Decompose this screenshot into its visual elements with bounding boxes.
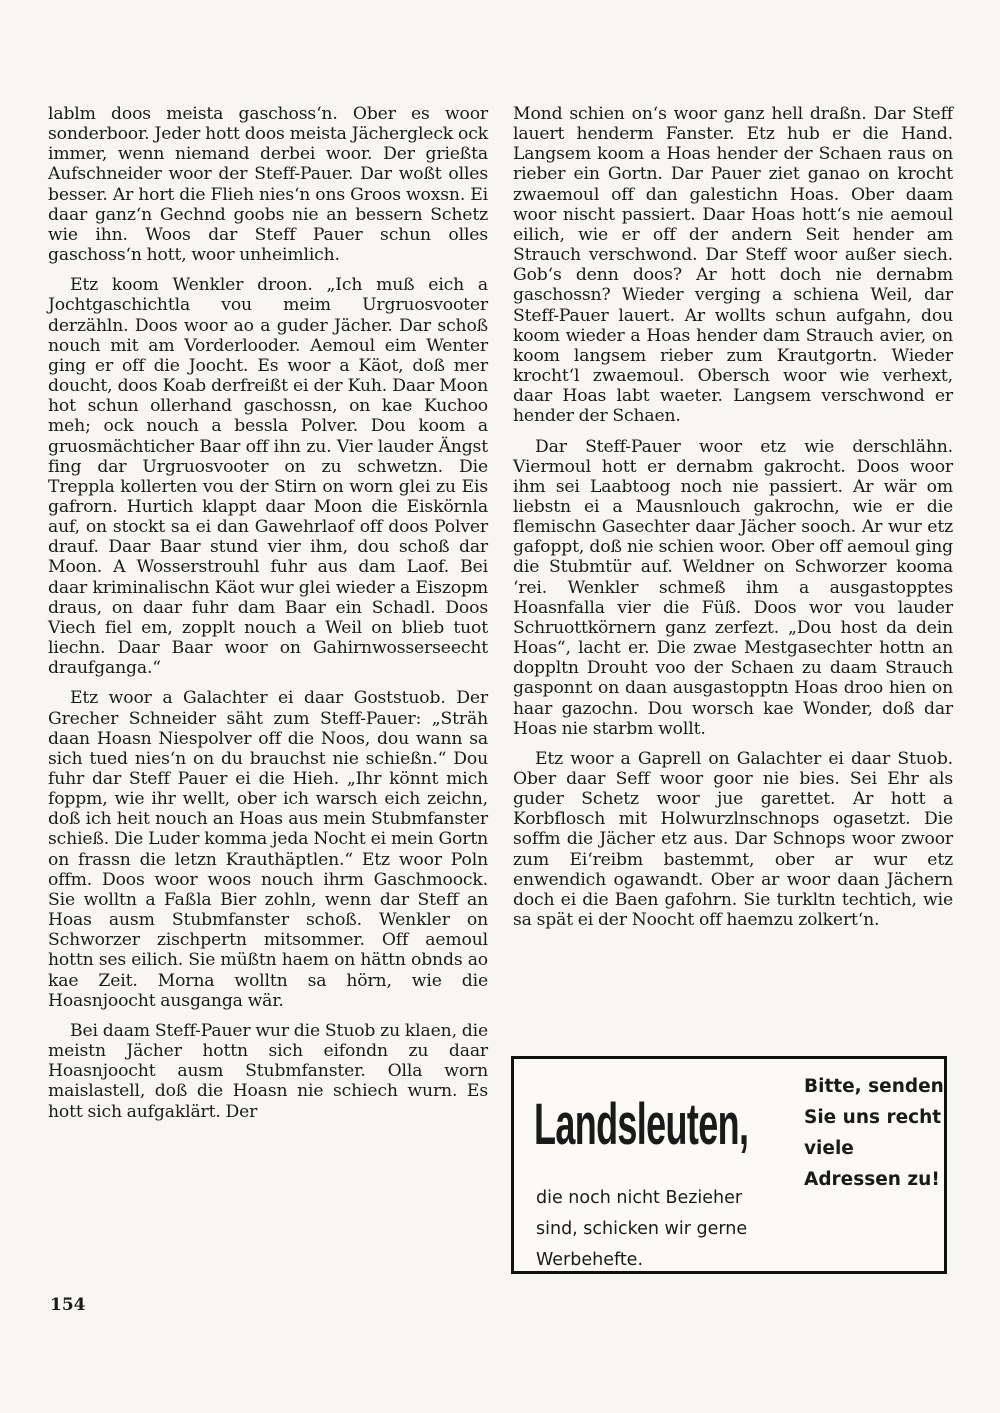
paragraph: Bei daam Steff-Pauer wur die Stuob zu klaen, die meistn Jächer hottn sich eifondn zu daar Hoasnjoocht ausm Stubmfanster. Olla worn maislastell, doß die Hoasn nie schiech wurn. Es hott sich aufgaklärt. Der — [48, 1020, 488, 1122]
advertisement-request: Bitte, senden Sie uns recht viele Adressen zu! — [804, 1076, 944, 1190]
advertisement-box — [511, 1056, 947, 1274]
page-number: 154 — [50, 1295, 86, 1315]
right-text-column — [513, 104, 953, 930]
paragraph: Mond schien on‘s woor ganz hell draßn. Dar Steff lauert henderm Fanster. Etz hub er die Hand. Langsem koom a Hoas hender der Schaen raus on rieber ein Gortn. Dar Pauer ziet ganao on krocht zwaemoul off dan galestichn Hoas. Ober daam woor nischt passiert. Daar Hoas hott‘s nie aemoul eilich, wie er off der andern Seit hender am Strauch verschwond. Dar Steff woor außer siech. Gob‘s denn doos? Ar hott doch nie dernabm gaschossn? Wieder verging a schiena Weil, dar Steff-Pauer lauert. Ar wollts schun aufgahn, dou koom wieder a Hoas hender dam Strauch avier, on koom langsem rieber zum Krautgortn. Wieder krocht‘l zwaemoul. Obersch woor wie verhext, daar Hoas labt waeter. Langsem verschwond er hender der Schaen. — [513, 104, 953, 427]
paragraph: Etz woor a Gaprell on Galachter ei daar Stuob. Ober daar Seff woor goor nie bies. Sei Ehr als guder Schetz woor jue garettet. Ar hott a Korbflosch mit Holwurzlnschnops ogasetzt. Die soffm die Jächer etz aus. Dar Schnops woor zwoor zum Ei‘reibm bastemmt, ober ar wur etz enwendich ogawandt. Ober ar woor daan Jächern doch ei die Baen gafohrn. Sie turkltn techtich, wie sa spät ei der Noocht off haemzu zolkert‘n. — [513, 748, 953, 931]
paragraph: Dar Steff-Pauer woor etz wie derschlähn. Viermoul hott er dernabm gakrocht. Doos woor ihm sei Laabtoog noch nie passiert. Ar wär om liebstn ei a Mausnlouch gakrochn, wie er die flemischn Gasechter daar Jächer sooch. Ar wur etz gafoppt, doß nie schien woor. Ober off aemoul ging die Stubmtür auf. Weldner on Schworzer kooma ‘rei. Wenkler schmeß ihm a ausgastopptes Hoasnfalla vier die Füß. Doos wor vou lauder Schruottkörnern ganz zerfezt. „Dou host da dein Hoas“, lacht er. Die zwae Mestgasechter hottn an doppltn Drouht voo der Schaen zu daam Strauch gasponnt on daan ausgastopptn Hoas droo hien on haar gazochn. Dou worsch kae Wonder, doß dar Hoas nie starbm wollt. — [513, 436, 953, 739]
advertisement-headline: Landsleuten, — [534, 1092, 749, 1157]
left-text-column — [48, 104, 488, 1122]
paragraph: Etz woor a Galachter ei daar Goststuob. Der Grecher Schneider säht zum Steff-Pauer: „Sträh daan Hoasn Niespolver off die Noos, dou wann sa sich tued nies‘n on du brauchst nie schießn.“ Dou fuhr dar Steff Pauer ei die Hieh. „Ihr könnt mich foppm, wie ihr wellt, ober ich warsch eich zeichn, doß ich heit nouch an Hoas aus mein Stubmfanster schieß. Die Luder komma jeda Nocht ei mein Gortn on frassn die letzn Krauthäptlen.“ Etz woor Poln offm. Doos woor woos nouch ihrm Gaschmoock. Sie wolltn a Faßla Bier zohln, wenn dar Steff an Hoas ausm Stubmfanster schoß. Wenkler on Schworzer zischpertn mitsommer. Off aemoul hottn ses eilich. Sie müßtn haem on hättn obnds ao kae Zeit. Morna wolltn sa hörn, wie die Hoasnjoocht ausganga wär. — [48, 688, 488, 1011]
paragraph: Etz koom Wenkler droon. „Ich muß eich a Jochtgaschichtla vou meim Urgruosvooter derzähln. Doos woor ao a guder Jächer. Dar schoß nouch mit am Vorderlooder. Aemoul eim Wenter ging er off die Joocht. Es woor a Käot, doß mer doucht, doos Koab derfreißt ei der Kuh. Daar Moon hot schun ollerhand gaschossn, on kae Kuchoo meh; ock nouch a bessla Polver. Dou koom a gruosmächticher Baar off ihn zu. Vier lauder Ängst fing dar Urgruosvooter on zu schwetzn. Die Treppla kollerten vou der Stirn on worn glei zu Eis gafrorn. Hurtich klappt daar Moon die Eiskörnla auf, on stockt sa ei dan Gawehrlaof off doos Polver drauf. Daar Baar stund vier ihm, dou schoß dar Moon. A Wosserstrouhl fuhr aus dam Laof. Bei daar kriminalischn Käot wur glei wieder a Eiszopm draus, on daar fuhr dam Baar ein Schadl. Doos Viech fiel em, zopplt nouch a Weil on blieb tuot liechn. Daar Baar woor on Gahirnwosserseecht draufganga.“ — [48, 275, 488, 679]
paragraph: lablm doos meista gaschoss‘n. Ober es woor sonderboor. Jeder hott doos meista Jächergleck ock immer, wenn niemand derbei woor. Der grießta Aufschneider woor der Steff-Pauer. Dar woßt olles besser. Ar hort die Flieh nies‘n ons Groos woxsn. Ei daar ganz‘n Gechnd goobs nie an bessern Schetz wie ihn. Woos dar Steff Pauer schun olles gaschoss‘n hott, woor unheimlich. — [48, 104, 488, 266]
advertisement-subtext: die noch nicht Bezieher sind, schicken wir gerne Werbehefte. — [536, 1188, 748, 1270]
